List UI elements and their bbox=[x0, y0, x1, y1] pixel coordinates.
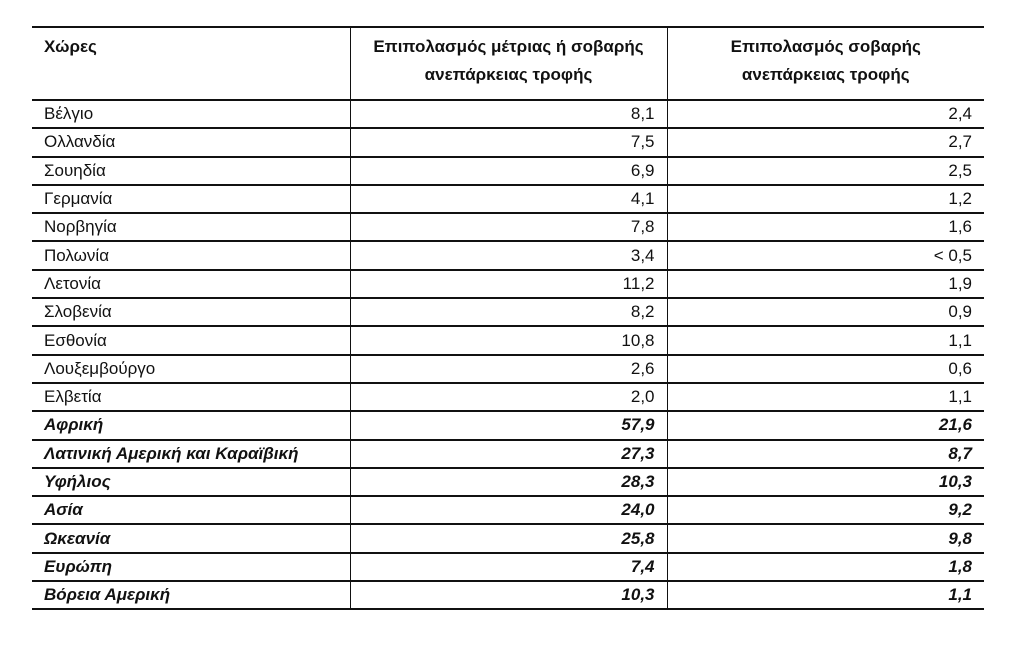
severe-value-cell: 1,1 bbox=[667, 326, 984, 354]
severe-value-cell: 1,1 bbox=[667, 383, 984, 411]
country-name-cell: Λετονία bbox=[32, 270, 350, 298]
table-row bbox=[32, 440, 984, 468]
severe-value-cell: 8,7 bbox=[667, 440, 984, 468]
severe-value-cell: 0,6 bbox=[667, 355, 984, 383]
moderate-or-severe-value-cell: 3,4 bbox=[350, 241, 667, 269]
country-name-cell: Εσθονία bbox=[32, 326, 350, 354]
severe-value-cell: 9,2 bbox=[667, 496, 984, 524]
food-insecurity-table bbox=[32, 26, 984, 610]
moderate-or-severe-value-cell: 10,3 bbox=[350, 581, 667, 609]
country-name-cell: Πολωνία bbox=[32, 241, 350, 269]
severe-value-cell: 1,2 bbox=[667, 185, 984, 213]
moderate-or-severe-value-cell: 4,1 bbox=[350, 185, 667, 213]
severe-value-cell: 10,3 bbox=[667, 468, 984, 496]
moderate-or-severe-value-cell: 8,1 bbox=[350, 100, 667, 128]
table-body bbox=[32, 100, 984, 609]
column-header-countries: Χώρες bbox=[32, 27, 350, 100]
moderate-or-severe-value-cell: 27,3 bbox=[350, 440, 667, 468]
severe-value-cell: 21,6 bbox=[667, 411, 984, 439]
severe-value-cell: < 0,5 bbox=[667, 241, 984, 269]
column-header-severe: Επιπολασμός σοβαρής ανεπάρκειας τροφής bbox=[667, 27, 984, 100]
country-name-cell: Αφρική bbox=[32, 411, 350, 439]
severe-value-cell: 1,8 bbox=[667, 553, 984, 581]
table-row bbox=[32, 553, 984, 581]
country-name-cell: Ελβετία bbox=[32, 383, 350, 411]
severe-value-cell: 2,5 bbox=[667, 157, 984, 185]
severe-value-cell: 0,9 bbox=[667, 298, 984, 326]
moderate-or-severe-value-cell: 11,2 bbox=[350, 270, 667, 298]
country-name-cell: Βόρεια Αμερική bbox=[32, 581, 350, 609]
moderate-or-severe-value-cell: 7,4 bbox=[350, 553, 667, 581]
table-row bbox=[32, 326, 984, 354]
country-name-cell: Βέλγιο bbox=[32, 100, 350, 128]
severe-value-cell: 9,8 bbox=[667, 524, 984, 552]
moderate-or-severe-value-cell: 2,6 bbox=[350, 355, 667, 383]
country-name-cell: Νορβηγία bbox=[32, 213, 350, 241]
moderate-or-severe-value-cell: 57,9 bbox=[350, 411, 667, 439]
severe-value-cell: 1,1 bbox=[667, 581, 984, 609]
severe-value-cell: 2,7 bbox=[667, 128, 984, 156]
moderate-or-severe-value-cell: 8,2 bbox=[350, 298, 667, 326]
country-name-cell: Ασία bbox=[32, 496, 350, 524]
moderate-or-severe-value-cell: 7,8 bbox=[350, 213, 667, 241]
column-header-moderate-or-severe: Επιπολασμός μέτριας ή σοβαρής ανεπάρκειας τροφής bbox=[350, 27, 667, 100]
table-row bbox=[32, 298, 984, 326]
country-name-cell: Υφήλιος bbox=[32, 468, 350, 496]
table-row bbox=[32, 270, 984, 298]
country-name-cell: Σουηδία bbox=[32, 157, 350, 185]
country-name-cell: Λατινική Αμερική και Καραϊβική bbox=[32, 440, 350, 468]
country-name-cell: Ολλανδία bbox=[32, 128, 350, 156]
country-name-cell: Ευρώπη bbox=[32, 553, 350, 581]
country-name-cell: Ωκεανία bbox=[32, 524, 350, 552]
table-row bbox=[32, 411, 984, 439]
table-row bbox=[32, 496, 984, 524]
table-row bbox=[32, 468, 984, 496]
table-row bbox=[32, 241, 984, 269]
table-header bbox=[32, 27, 984, 100]
severe-value-cell: 1,9 bbox=[667, 270, 984, 298]
country-name-cell: Γερμανία bbox=[32, 185, 350, 213]
moderate-or-severe-value-cell: 10,8 bbox=[350, 326, 667, 354]
moderate-or-severe-value-cell: 2,0 bbox=[350, 383, 667, 411]
country-name-cell: Λουξεμβούργο bbox=[32, 355, 350, 383]
moderate-or-severe-value-cell: 6,9 bbox=[350, 157, 667, 185]
moderate-or-severe-value-cell: 24,0 bbox=[350, 496, 667, 524]
moderate-or-severe-value-cell: 28,3 bbox=[350, 468, 667, 496]
severe-value-cell: 1,6 bbox=[667, 213, 984, 241]
table-row bbox=[32, 581, 984, 609]
table-row bbox=[32, 100, 984, 128]
table-row bbox=[32, 383, 984, 411]
table-row bbox=[32, 524, 984, 552]
table-row bbox=[32, 128, 984, 156]
moderate-or-severe-value-cell: 25,8 bbox=[350, 524, 667, 552]
table-row bbox=[32, 185, 984, 213]
severe-value-cell: 2,4 bbox=[667, 100, 984, 128]
table-row bbox=[32, 157, 984, 185]
country-name-cell: Σλοβενία bbox=[32, 298, 350, 326]
table-row bbox=[32, 213, 984, 241]
header-row bbox=[32, 27, 984, 100]
table-row bbox=[32, 355, 984, 383]
moderate-or-severe-value-cell: 7,5 bbox=[350, 128, 667, 156]
